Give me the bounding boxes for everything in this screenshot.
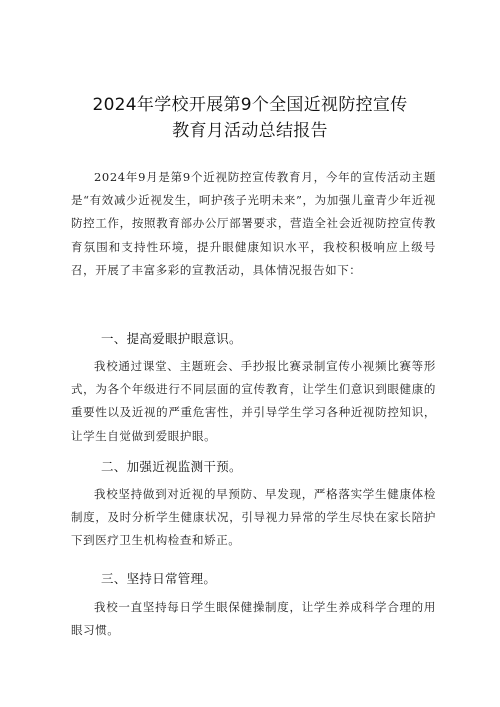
section-body-2: 我校坚持做到对近视的早预防、早发现，严格落实学生健康体检制度，及时分析学生健康状况，引导视力异常的学生尽快在家长陪护下到医疗卫生机构检查和矫正。 bbox=[71, 487, 436, 548]
document-title-line-1: 2024年学校开展第9个全国近视防控宣传 bbox=[92, 95, 408, 115]
section-heading-2: 二、加强近视监测干预。 bbox=[101, 459, 242, 474]
document-title-line-2: 教育月活动总结报告 bbox=[172, 121, 328, 141]
section-body-1: 我校通过课堂、主题班会、手抄报比赛录制宣传小视频比赛等形式，为各个年级进行不同层面的宣传教育，让学生们意识到眼健康的重要性以及近视的严重危害性，并引导学生学习各种近视防控知识，让学生自觉做到爱眼护眼。 bbox=[71, 359, 436, 443]
section-heading-3: 三、坚持日常管理。 bbox=[101, 571, 217, 586]
section-body-3: 我校一直坚持每日学生眼保健操制度，让学生养成科学合理的用眼习惯。 bbox=[71, 600, 436, 638]
intro-paragraph: 2024年9月是第9个近视防控宣传教育月，今年的宣传活动主题是“有效减少近视发生，呵护孩子光明未来”，为加强儿童青少年近视防控工作，按照教育部办公厅部署要求，营造全社会近视防控宣传教育氛围和支持性环境，提升眼健康知识水平，我校积极响应上级号召，开展了丰富多彩的宣教活动，具体情况报告如下： bbox=[71, 170, 436, 277]
section-heading-1: 一、提高爱眼护眼意识。 bbox=[101, 331, 242, 346]
